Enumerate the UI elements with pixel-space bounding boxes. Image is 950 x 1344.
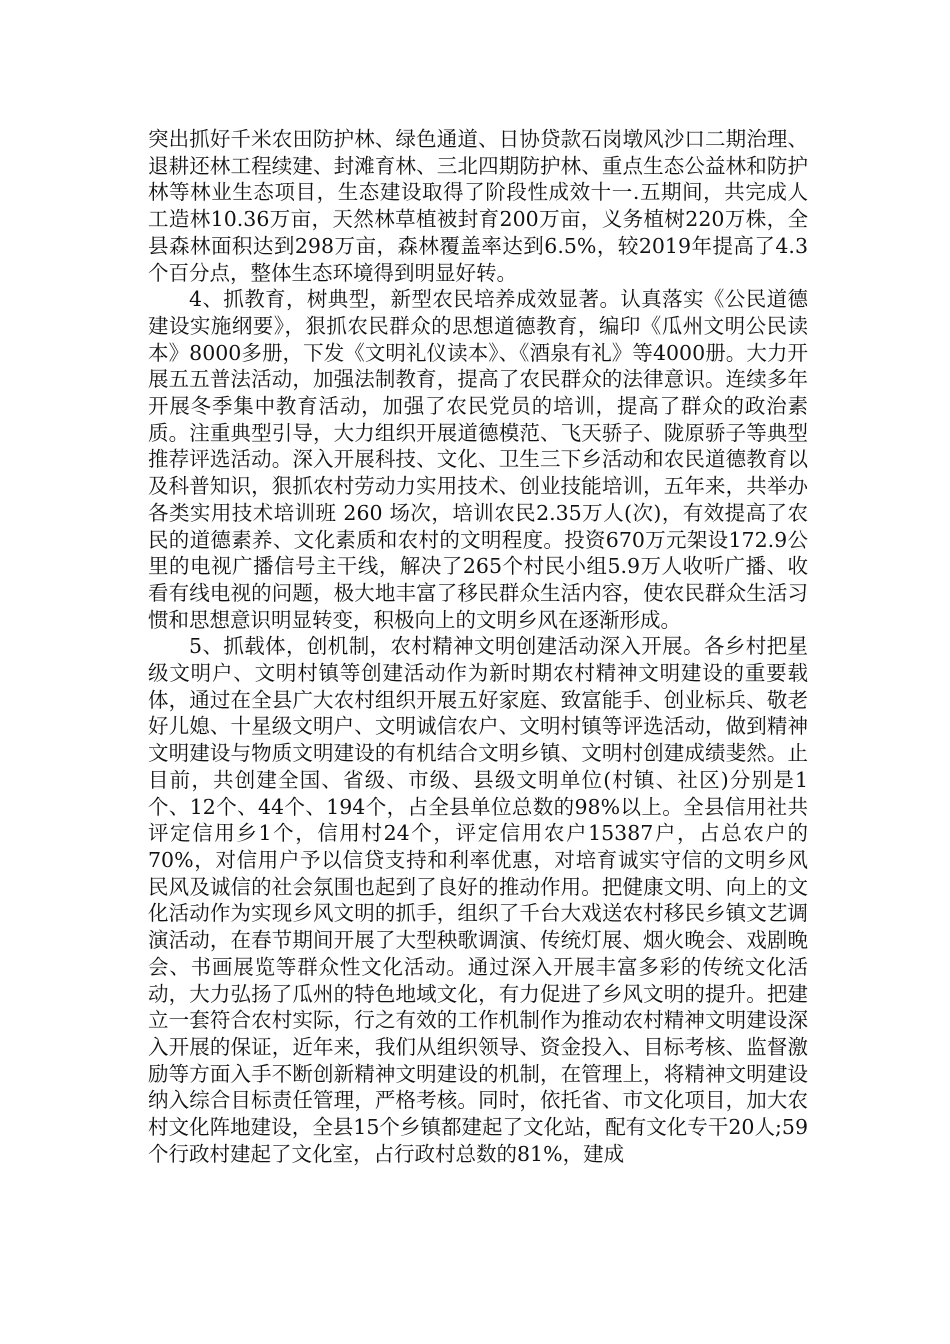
paragraph-forestry-continued: 突出抓好千米农田防护林、绿色通道、日协贷款石岗墩风沙口二期治理、退耕还林工程续建、封滩育林、三北四期防护林、重点生态公益林和防护林等林业生态项目，生态建设取得了阶段性成效十一.五期间，共完成人工造林10.36万亩，天然林草植被封育200万亩，义务植树220万株，全县森林面积达到298万亩，森林覆盖率达到6.5%，较2019年提高了4.3个百分点，整体生态环境得到明显好转。: [148, 127, 808, 285]
paragraph-education: 4、抓教育，树典型，新型农民培养成效显著。认真落实《公民道德建设实施纲要》，狠抓农民群众的思想道德教育，编印《瓜州文明公民读本》8000多册，下发《文明礼仪读本》、《酒泉有礼》等4000册。大力开展五五普法活动，加强法制教育，提高了农民群众的法律意识。连续多年开展冬季集中教育活动，加强了农民党员的培训，提高了群众的政治素质。注重典型引导，大力组织开展道德模范、飞天骄子、陇原骄子等典型推荐评选活动。深入开展科技、文化、卫生三下乡活动和农民道德教育以及科普知识，狠抓农村劳动力实用技术、创业技能培训，五年来，共举办各类实用技术培训班 260 场次，培训农民2.35万人(次)，有效提高了农民的道德素养、文化素质和农村的文明程度。投资670万元架设172.9公里的电视广播信号主干线，解决了265个村民小组5.9万人收听广播、收看有线电视的问题，极大地丰富了移民群众生活内容，使农民群众生活习惯和思想意识明显转变，积极向上的文明乡风在逐渐形成。: [148, 287, 808, 632]
document-body: [148, 126, 808, 1167]
paragraph-civilization: 5、抓载体，创机制，农村精神文明创建活动深入开展。各乡村把星级文明户、文明村镇等创建活动作为新时期农村精神文明建设的重要载体，通过在全县广大农村组织开展五好家庭、致富能手、创业标兵、敬老好儿媳、十星级文明户、文明诚信农户、文明村镇等评选活动，做到精神文明建设与物质文明建设的有机结合文明乡镇、文明村创建成绩斐然。止目前，共创建全国、省级、市级、县级文明单位(村镇、社区)分别是1个、12个、44个、194个，占全县单位总数的98%以上。全县信用社共评定信用乡1个，信用村24个，评定信用农户15387户，占总农户的70%，对信用户予以信贷支持和利率优惠，对培育诚实守信的文明乡风民风及诚信的社会氛围也起到了良好的推动作用。把健康文明、向上的文化活动作为实现乡风文明的抓手，组织了千台大戏送农村移民乡镇文艺调演活动，在春节期间开展了大型秧歌调演、传统灯展、烟火晚会、戏剧晚会、书画展览等群众性文化活动。通过深入开展丰富多彩的传统文化活动，大力弘扬了瓜州的特色地域文化，有力促进了乡风文明的提升。把建立一套符合农村实际，行之有效的工作机制作为推动农村精神文明建设深入开展的保证，近年来，我们从组织领导、资金投入、目标考核、监督激励等方面入手不断创新精神文明建设的机制，在管理上，将精神文明建设纳入综合目标责任管理，严格考核。同时，依托省、市文化项目，加大农村文化阵地建设，全县15个乡镇都建起了文化站，配有文化专干20人;59个行政村建起了文化室，占行政村总数的81%，建成: [148, 634, 808, 1166]
